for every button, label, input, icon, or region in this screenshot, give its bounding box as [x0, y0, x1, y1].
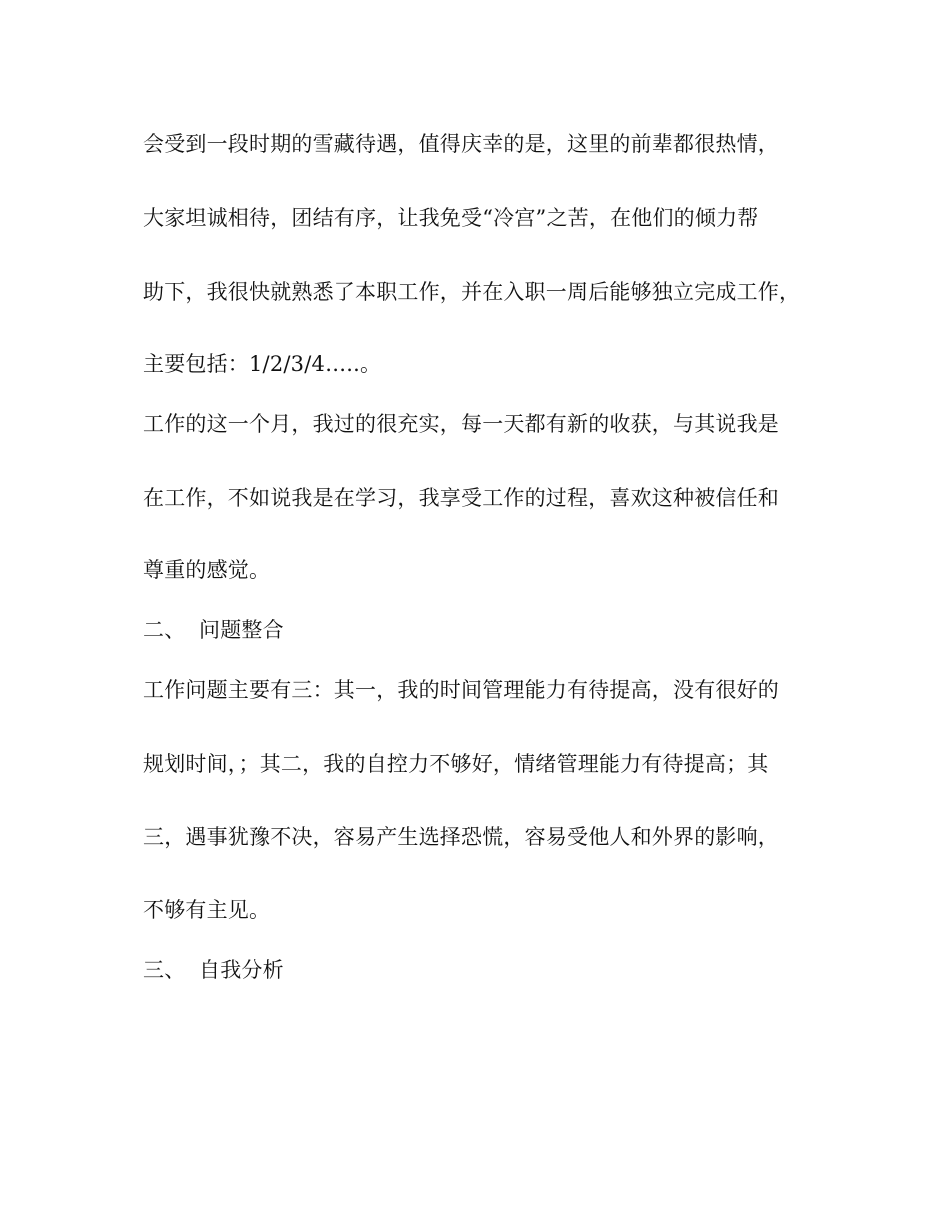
section-heading [143, 616, 823, 644]
section-title: 自我分析 [199, 958, 284, 982]
paragraph-line: 大家坦诚相待，团结有序，让我免受“冷宫”之苦，在他们的倾力帮 [143, 206, 759, 230]
paragraph-line: 助下，我很快就熟悉了本职工作，并在入职一周后能够独立完成工作， [143, 280, 801, 304]
section-number: 三、 [143, 958, 186, 982]
paragraph-line: 工作的这一个月，我过的很充实，每一天都有新的收获，与其说我是 [143, 412, 779, 436]
paragraph-line: 工作问题主要有三：其一，我的时间管理能力有待提高，没有很好的 [143, 678, 779, 702]
paragraph-line: 尊重的感觉。 [143, 558, 271, 582]
paragraph-line: 在工作，不如说我是在学习，我享受工作的过程，喜欢这种被信任和 [143, 486, 779, 510]
paragraph-line: 三，遇事犹豫不决，容易产生选择恐慌，容易受他人和外界的影响， [143, 825, 779, 849]
paragraph-line: 不够有主见。 [143, 898, 271, 922]
paragraph-line: 会受到一段时期的雪藏待遇，值得庆幸的是，这里的前辈都很热情， [143, 132, 779, 156]
section-heading [143, 956, 823, 984]
section-title: 问题整合 [199, 618, 284, 642]
paragraph-line: 主要包括：1/2/3/4…..。 [143, 352, 382, 376]
paragraph-line: 规划时间，；其二，我的自控力不够好，情绪管理能力有待提高；其 [143, 752, 769, 776]
section-number: 二、 [143, 618, 186, 642]
